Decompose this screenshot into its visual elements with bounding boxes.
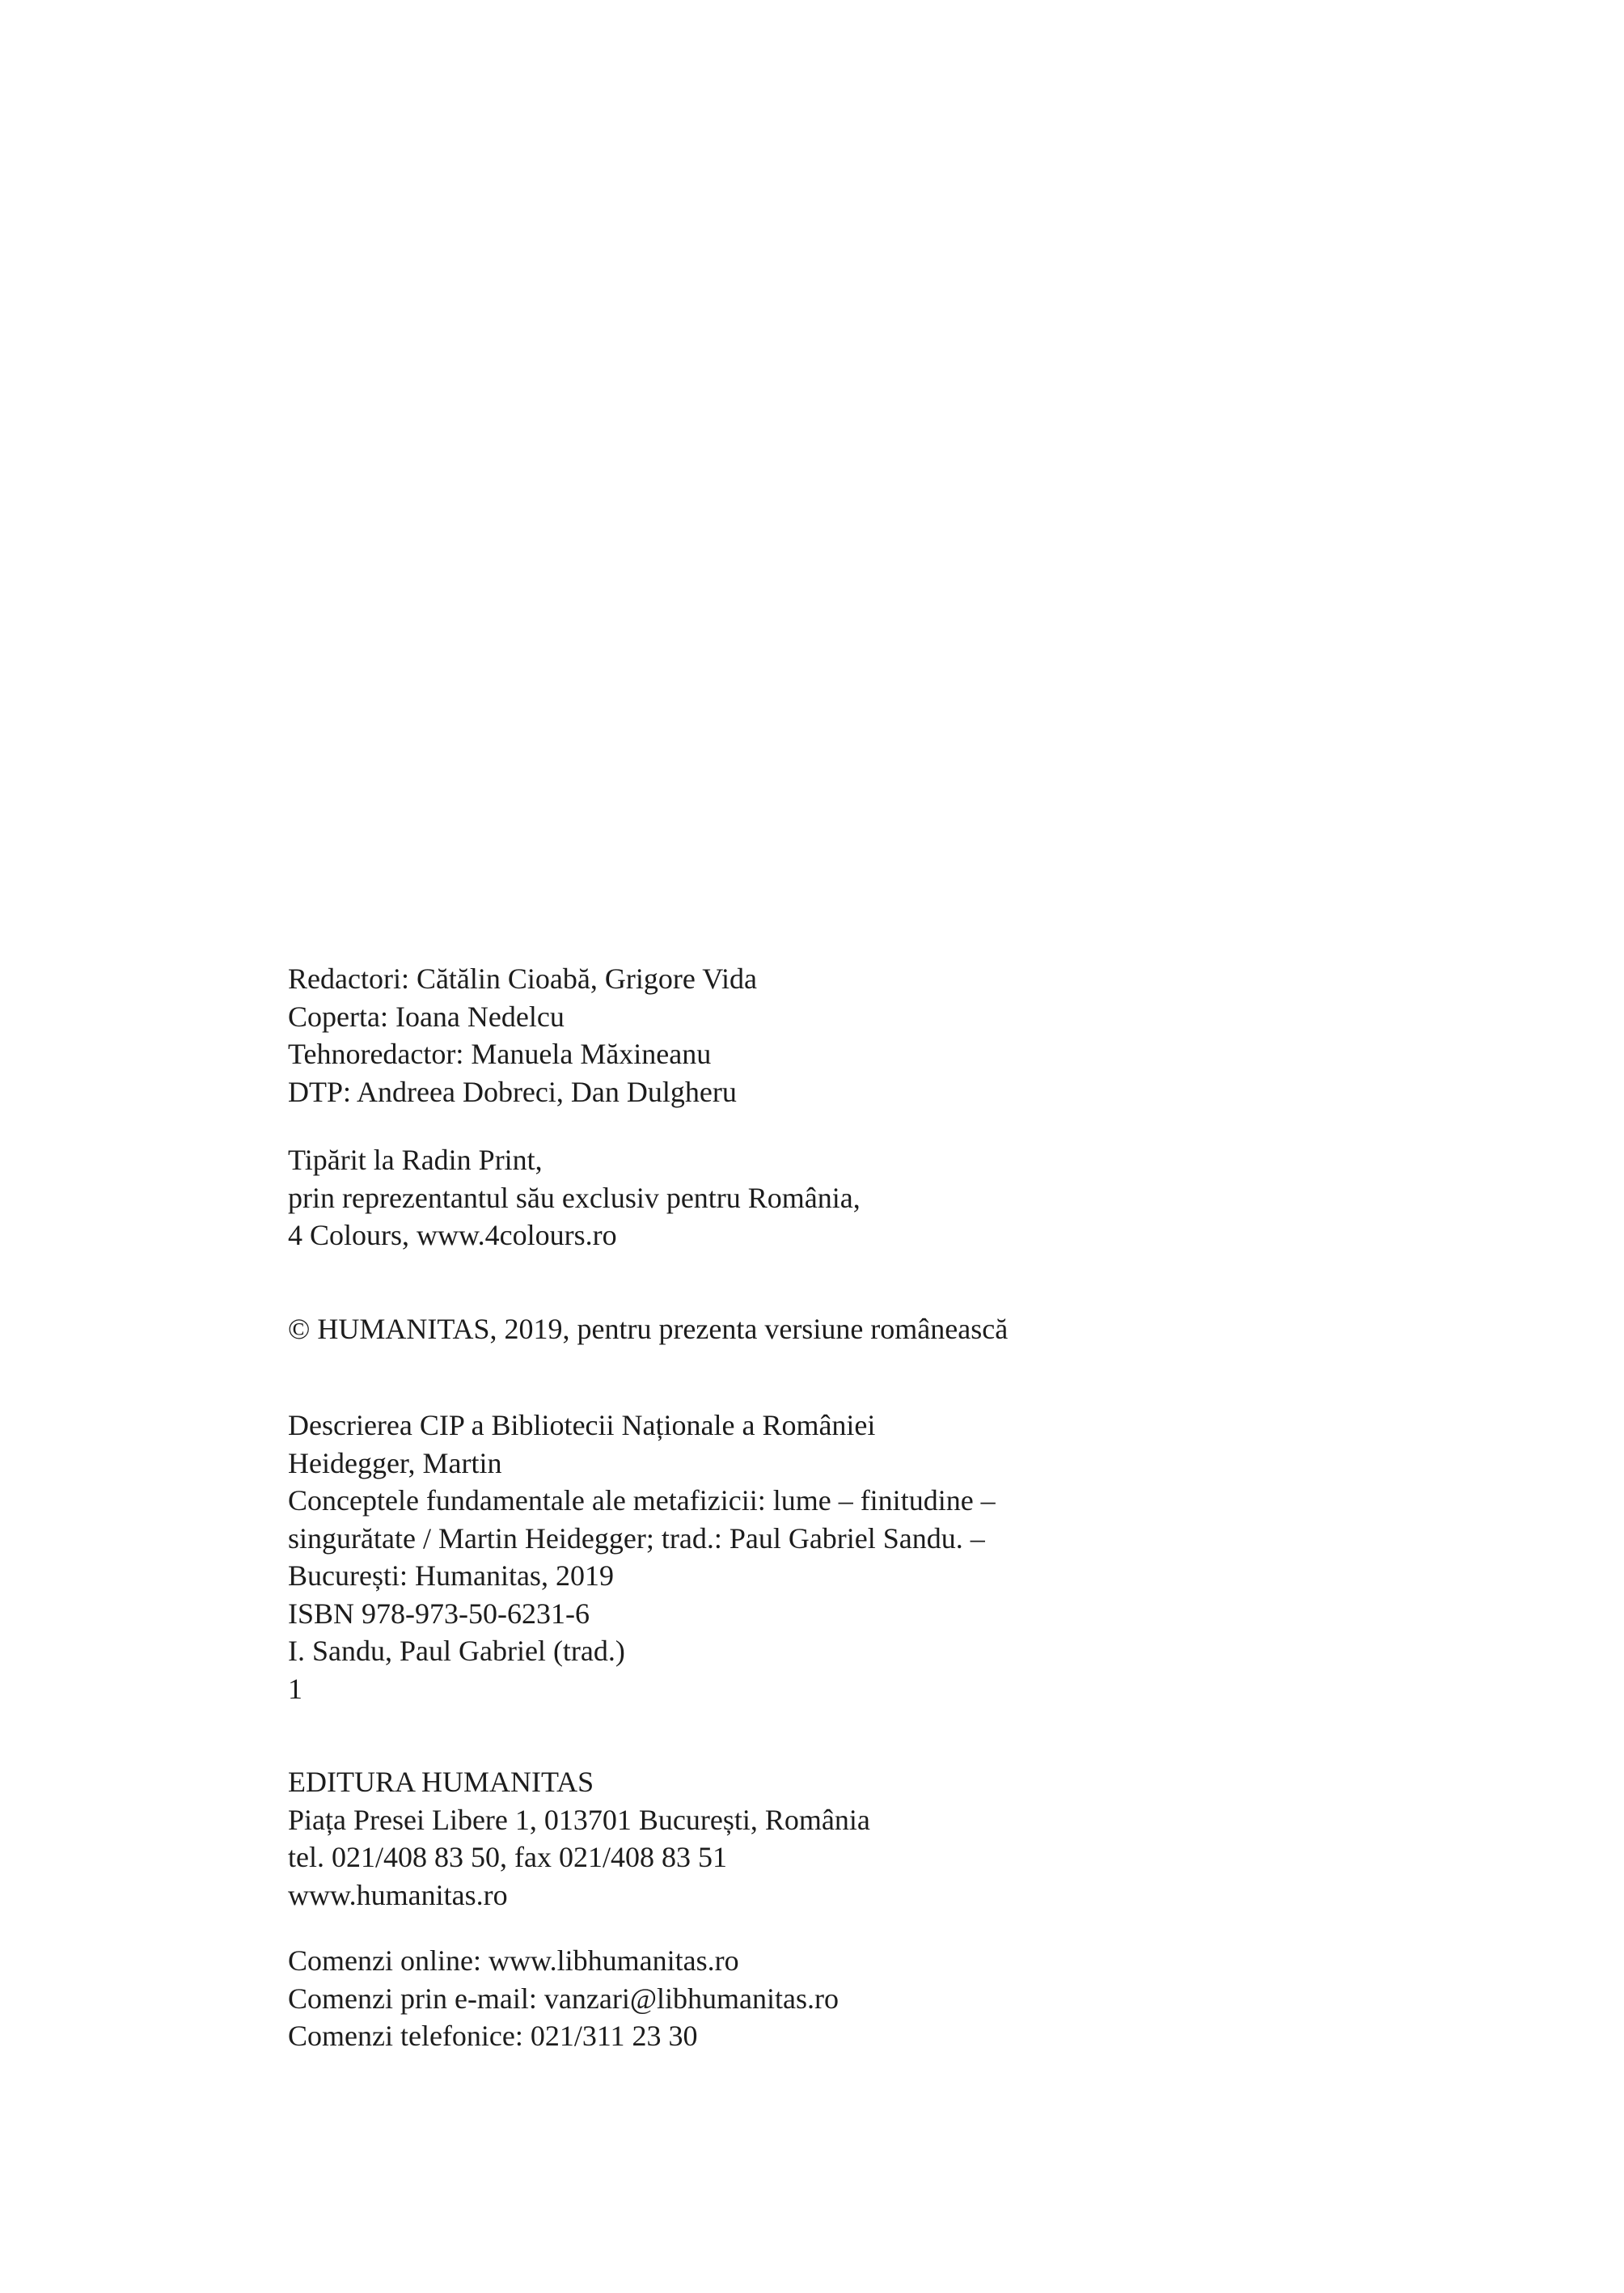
publisher-line: Piața Presei Libere 1, 013701 București, România [288, 1803, 870, 1836]
credits-block [288, 960, 1501, 1111]
orders-line: Comenzi telefonice: 021/311 23 30 [288, 2020, 698, 2052]
credits-line: DTP: Andreea Dobreci, Dan Dulgheru [288, 1075, 737, 1108]
cip-line: ISBN 978-973-50-6231-6 [288, 1597, 590, 1630]
orders-block [288, 1942, 1501, 2055]
cip-line: Heidegger, Martin [288, 1446, 502, 1479]
cip-line: Descrierea CIP a Bibliotecii Naționale a României [288, 1409, 876, 1441]
printing-line: Tipărit la Radin Print, [288, 1144, 543, 1176]
publisher-line: www.humanitas.ro [288, 1878, 508, 1911]
printing-line: prin reprezentantul său exclusiv pentru România, [288, 1181, 861, 1214]
orders-line: Comenzi online: www.libhumanitas.ro [288, 1944, 739, 1977]
publisher-line: tel. 021/408 83 50, fax 021/408 83 51 [288, 1841, 727, 1873]
copyright-line: © HUMANITAS, 2019, pentru prezenta versiune românească [288, 1313, 1009, 1345]
cip-line: singurătate / Martin Heidegger; trad.: Paul Gabriel Sandu. – [288, 1521, 985, 1555]
cip-line: 1 [288, 1672, 302, 1705]
cip-line: București: Humanitas, 2019 [288, 1559, 614, 1592]
orders-line: Comenzi prin e-mail: vanzari@libhumanitas.ro [288, 1982, 839, 2015]
copyright-block [288, 1310, 1501, 1348]
cip-line: I. Sandu, Paul Gabriel (trad.) [288, 1635, 625, 1667]
publisher-line: EDITURA HUMANITAS [288, 1766, 594, 1798]
printing-line: 4 Colours, www.4colours.ro [288, 1219, 617, 1251]
cip-block [288, 1407, 1501, 1707]
publisher-block [288, 1763, 1501, 1914]
cip-line: Conceptele fundamentale ale metafizicii: lume – finitudine – [288, 1484, 996, 1517]
credits-line: Coperta: Ioana Nedelcu [288, 1000, 565, 1033]
credits-line: Redactori: Cătălin Cioabă, Grigore Vida [288, 962, 758, 995]
credits-line: Tehnoredactor: Manuela Măxineanu [288, 1038, 712, 1070]
printing-block [288, 1141, 1501, 1254]
